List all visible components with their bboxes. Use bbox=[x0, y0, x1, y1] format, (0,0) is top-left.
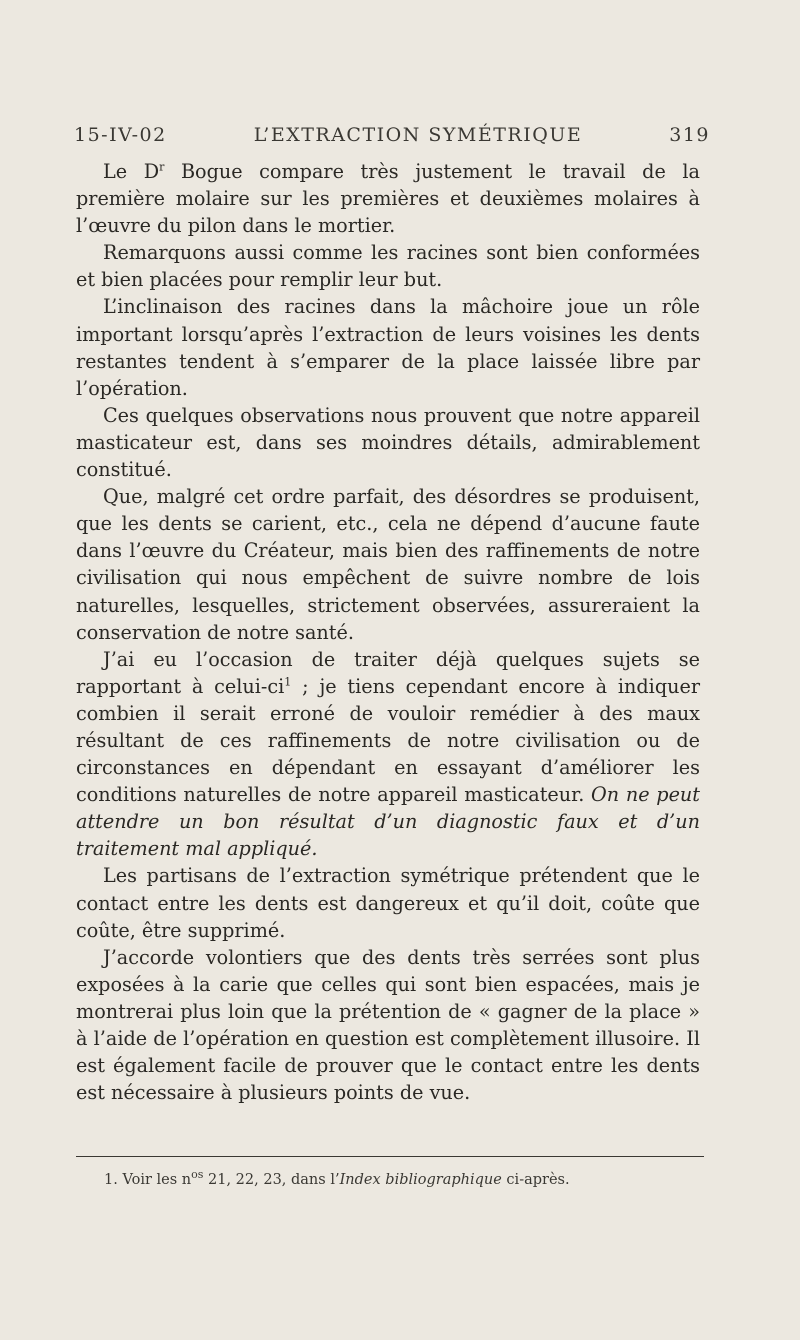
header-title: L’EXTRACTION SYMÉTRIQUE bbox=[253, 124, 583, 146]
superscript: os bbox=[191, 1168, 204, 1182]
body-text bbox=[76, 158, 700, 1106]
footnote-rule bbox=[76, 1156, 704, 1157]
text-run: 21, 22, 23, dans l’ bbox=[203, 1172, 340, 1188]
text-run: Bogue compare très justement le travail de la première molaire sur les premières et deuxièmes molaires à l’œuvre du pilon dans le mortier. bbox=[76, 160, 700, 238]
italic-text: Index bibliographique bbox=[339, 1172, 502, 1188]
paragraph bbox=[76, 862, 700, 943]
text-run: L’inclinaison des racines dans la mâchoire joue un rôle important lorsqu’après l’extraction de leurs voisines les dents restantes tendent à s’emparer de la place laissée libre par l’opération. bbox=[76, 295, 700, 400]
superscript: r bbox=[159, 160, 165, 174]
italic-text: On ne peut attendre un bon résultat d’un diagnostic faux et d’un traitement mal appliqué. bbox=[76, 783, 700, 861]
text-run: Les partisans de l’extraction symétrique prétendent que le contact entre les dents est dangereux et qu’il doit, coûte que coûte, être supprimé. bbox=[76, 864, 700, 942]
text-run: Que, malgré cet ordre parfait, des désordres se produisent, que les dents se carient, etc., cela ne dépend d’aucune faute dans l’œuvre du Créateur, mais bien des raffinements de notre civilisation qui nous empêchent de suivre nombre de lois naturelles, lesquelles, strictement observées, assureraient la conservation de notre santé. bbox=[76, 485, 700, 644]
paragraph bbox=[76, 402, 700, 483]
paragraph bbox=[76, 483, 700, 646]
running-header bbox=[74, 124, 710, 146]
paragraph bbox=[76, 944, 700, 1107]
paragraph bbox=[76, 239, 700, 293]
text-run: Remarquons aussi comme les racines sont bien conformées et bien placées pour remplir leur but. bbox=[76, 241, 700, 292]
text-run: J’ai eu l’occasion de traiter déjà quelques sujets se rapportant à celui-ci bbox=[76, 647, 700, 698]
text-run: Le D bbox=[103, 160, 160, 183]
text-run: ; je tiens cependant encore à indiquer combien il serait erroné de vouloir remédier à des maux résultant de ces raffinements de notre civilisation ou de circonstances en dépendant en essayant d’améliorer les conditions naturelles de notre appareil masticateur. bbox=[76, 674, 700, 807]
paragraph bbox=[76, 293, 700, 401]
text-run: Ces quelques observations nous prouvent que notre appareil masticateur est, dans ses moindres détails, admirablement constitué. bbox=[76, 403, 700, 482]
page-number: 319 bbox=[669, 124, 710, 146]
text-run: ci-après. bbox=[501, 1172, 570, 1188]
text-run: J’accorde volontiers que des dents très serrées sont plus exposées à la carie que celles qui sont bien espacées, mais je montrerai plus loin que la prétention de « gagner de la place » à l’aide de l’opération en question est complètement illusoire. Il est également facile de prouver que le contact entre les dents est nécessaire à plusieurs points de vue. bbox=[76, 945, 700, 1105]
paragraph bbox=[76, 646, 700, 863]
paragraph bbox=[76, 158, 700, 239]
footnote bbox=[104, 1168, 704, 1188]
text-run: 1. Voir les n bbox=[104, 1172, 192, 1188]
header-date: 15-IV-02 bbox=[74, 124, 167, 146]
superscript: 1 bbox=[284, 675, 292, 689]
